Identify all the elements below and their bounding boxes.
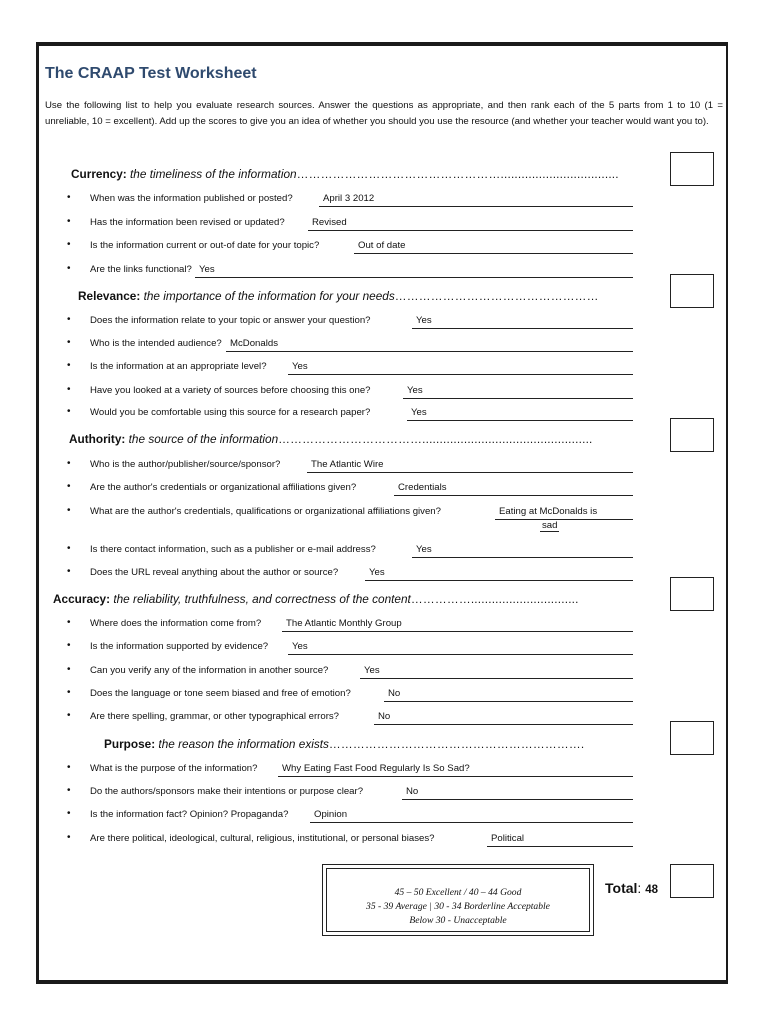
answer-text[interactable]: Why Eating Fast Food Regularly Is So Sad? bbox=[282, 763, 470, 774]
answer-text[interactable]: Yes bbox=[292, 361, 308, 372]
section-leader-dots: …………………………………………… bbox=[394, 289, 599, 303]
bullet-icon: • bbox=[67, 710, 71, 721]
question-text: Are there spelling, grammar, or other typographical errors? bbox=[90, 711, 340, 722]
answer-text[interactable]: Out of date bbox=[358, 240, 406, 251]
question-row bbox=[67, 505, 633, 531]
answer-text[interactable]: McDonalds bbox=[230, 338, 278, 349]
question-row bbox=[67, 338, 633, 354]
answer-underline bbox=[226, 351, 633, 352]
question-row bbox=[67, 641, 633, 657]
question-row bbox=[67, 482, 633, 498]
answer-underline bbox=[487, 846, 633, 847]
question-text: Is there contact information, such as a publisher or e-mail address? bbox=[90, 544, 376, 555]
section-description: the source of the information bbox=[128, 432, 279, 446]
answer-underline bbox=[308, 230, 633, 231]
question-text: Where does the information come from? bbox=[90, 618, 262, 629]
section-leader-dots: ………………………………................................................. bbox=[278, 432, 593, 446]
answer-text[interactable]: No bbox=[406, 786, 419, 797]
score-scale-box bbox=[322, 864, 594, 936]
bullet-icon: • bbox=[67, 216, 71, 227]
bullet-icon: • bbox=[67, 263, 71, 274]
answer-text[interactable]: Yes bbox=[364, 665, 380, 676]
section-leader-dots: …………………………………………….................................. bbox=[296, 167, 619, 181]
answer-underline bbox=[384, 701, 633, 702]
bullet-icon: • bbox=[67, 458, 71, 469]
bullet-icon: • bbox=[67, 566, 71, 577]
answer-underline bbox=[403, 398, 633, 399]
answer-underline bbox=[365, 580, 633, 581]
scale-line-1: 45 – 50 Excellent / 40 – 44 Good bbox=[394, 887, 522, 898]
question-text: Do the authors/sponsors make their intentions or purpose clear? bbox=[90, 786, 364, 797]
question-row bbox=[67, 711, 633, 727]
bullet-icon: • bbox=[67, 239, 71, 250]
bullet-icon: • bbox=[67, 505, 71, 516]
section-heading-1 bbox=[78, 289, 668, 303]
section-score-box[interactable] bbox=[670, 418, 714, 452]
question-row bbox=[67, 567, 633, 583]
answer-text[interactable]: No bbox=[378, 711, 391, 722]
section-heading-4 bbox=[104, 737, 694, 751]
answer-underline bbox=[495, 519, 633, 520]
total-value: 48 bbox=[645, 884, 658, 896]
question-text: Are there political, ideological, cultural, religious, institutional, or personal biases? bbox=[90, 833, 435, 844]
answer-underline bbox=[412, 557, 633, 558]
answer-underline bbox=[195, 277, 633, 278]
bullet-icon: • bbox=[67, 360, 71, 371]
answer-text[interactable]: Eating at McDonalds is bbox=[499, 506, 598, 517]
section-label: Relevance: bbox=[78, 289, 141, 303]
section-description: the reliability, truthfulness, and correctness of the content bbox=[113, 592, 411, 606]
answer-text[interactable]: Opinion bbox=[314, 809, 348, 820]
answer-text[interactable]: Yes bbox=[416, 544, 432, 555]
answer-text[interactable]: Credentials bbox=[398, 482, 447, 493]
answer-underline bbox=[354, 253, 633, 254]
bullet-icon: • bbox=[67, 832, 71, 843]
section-heading-2 bbox=[69, 432, 659, 446]
total-label-text: Total bbox=[605, 880, 638, 896]
bullet-icon: • bbox=[67, 192, 71, 203]
bullet-icon: • bbox=[67, 664, 71, 675]
section-label: Authority: bbox=[69, 432, 126, 446]
section-label: Currency: bbox=[71, 167, 127, 181]
total-score-box[interactable] bbox=[670, 864, 714, 898]
question-text: Who is the author/publisher/source/sponsor? bbox=[90, 459, 281, 470]
question-row bbox=[67, 459, 633, 475]
question-row bbox=[67, 544, 633, 560]
question-text: Would you be comfortable using this source for a research paper? bbox=[90, 407, 371, 418]
answer-underline bbox=[402, 799, 633, 800]
question-text: What is the purpose of the information? bbox=[90, 763, 258, 774]
answer-underline bbox=[394, 495, 633, 496]
question-text: Who is the intended audience? bbox=[90, 338, 222, 349]
section-description: the importance of the information for your needs bbox=[143, 289, 395, 303]
scale-line-3: Below 30 - Unacceptable bbox=[409, 915, 507, 926]
answer-text[interactable]: Political bbox=[491, 833, 525, 844]
answer-underline bbox=[310, 822, 633, 823]
section-score-box[interactable] bbox=[670, 152, 714, 186]
answer-underline bbox=[360, 678, 633, 679]
answer-text[interactable]: Yes bbox=[416, 315, 432, 326]
question-row bbox=[67, 240, 633, 256]
bullet-icon: • bbox=[67, 785, 71, 796]
question-text: Is the information at an appropriate level? bbox=[90, 361, 267, 372]
bullet-icon: • bbox=[67, 617, 71, 628]
question-row bbox=[67, 786, 633, 802]
question-row bbox=[67, 809, 633, 825]
bullet-icon: • bbox=[67, 640, 71, 651]
answer-underline bbox=[278, 776, 633, 777]
question-text: Are the author's credentials or organizational affiliations given? bbox=[90, 482, 357, 493]
answer-underline bbox=[307, 472, 633, 473]
bullet-icon: • bbox=[67, 808, 71, 819]
question-text: Can you verify any of the information in another source? bbox=[90, 665, 329, 676]
question-text: Does the URL reveal anything about the author or source? bbox=[90, 567, 339, 578]
question-row bbox=[67, 763, 633, 779]
answer-underline bbox=[407, 420, 633, 421]
total-colon: : bbox=[637, 880, 642, 896]
section-description: the timeliness of the information bbox=[130, 167, 297, 181]
section-score-box[interactable] bbox=[670, 274, 714, 308]
answer-text[interactable]: Yes bbox=[369, 567, 385, 578]
section-leader-dots: ………………………………………………………. bbox=[328, 737, 585, 751]
section-heading-3 bbox=[53, 592, 643, 606]
answer-text[interactable]: No bbox=[388, 688, 401, 699]
section-label: Purpose: bbox=[104, 737, 156, 751]
answer-text[interactable]: April 3 2012 bbox=[323, 193, 375, 204]
bullet-icon: • bbox=[67, 543, 71, 554]
question-text: Are the links functional? bbox=[90, 264, 192, 275]
section-heading-0 bbox=[71, 167, 661, 181]
bullet-icon: • bbox=[67, 314, 71, 325]
question-row bbox=[67, 193, 633, 209]
question-text: Have you looked at a variety of sources before choosing this one? bbox=[90, 385, 371, 396]
bullet-icon: • bbox=[67, 687, 71, 698]
answer-underline bbox=[412, 328, 633, 329]
question-text: What are the author's credentials, qualifications or organizational affiliations given? bbox=[90, 506, 441, 517]
section-description: the reason the information exists bbox=[158, 737, 329, 751]
question-row bbox=[67, 264, 633, 280]
question-row bbox=[67, 688, 633, 704]
question-text: Is the information supported by evidence? bbox=[90, 641, 269, 652]
answer-text[interactable]: Yes bbox=[411, 407, 427, 418]
answer-continuation: sad bbox=[542, 520, 558, 531]
total-label bbox=[605, 880, 658, 896]
scale-line-2: 35 - 39 Average | 30 - 34 Borderline Acceptable bbox=[366, 901, 550, 912]
bullet-icon: • bbox=[67, 406, 71, 417]
bullet-icon: • bbox=[67, 481, 71, 492]
section-label: Accuracy: bbox=[53, 592, 111, 606]
question-text: Does the language or tone seem biased and free of emotion? bbox=[90, 688, 351, 699]
bullet-icon: • bbox=[67, 384, 71, 395]
instructions-paragraph: Use the following list to help you evaluate research sources. Answer the questions as appropriate, and then rank each of the 5 parts from 1 to 10 (1 = unreliable, 10 = excellent). Add up the scores to give you an idea of whether you should you use the resource (and whether your teacher would want you to). bbox=[45, 100, 723, 127]
section-score-box[interactable] bbox=[670, 577, 714, 611]
answer-text[interactable]: Revised bbox=[312, 217, 347, 228]
worksheet-title: The CRAAP Test Worksheet bbox=[45, 65, 257, 82]
answer-text[interactable]: The Atlantic Wire bbox=[311, 459, 384, 470]
answer-text[interactable]: Yes bbox=[199, 264, 215, 275]
question-row bbox=[67, 385, 633, 401]
question-row bbox=[67, 833, 633, 849]
answer-underline bbox=[288, 654, 633, 655]
question-row bbox=[67, 361, 633, 377]
answer-underline bbox=[374, 724, 633, 725]
question-row bbox=[67, 315, 633, 331]
question-row bbox=[67, 407, 633, 423]
bullet-icon: • bbox=[67, 762, 71, 773]
answer-text[interactable]: The Atlantic Monthly Group bbox=[286, 618, 402, 629]
answer-underline bbox=[319, 206, 633, 207]
bullet-icon: • bbox=[67, 337, 71, 348]
answer-underline bbox=[282, 631, 633, 632]
answer-text[interactable]: Yes bbox=[407, 385, 423, 396]
question-row bbox=[67, 618, 633, 634]
answer-text[interactable]: Yes bbox=[292, 641, 308, 652]
question-text: Is the information fact? Opinion? Propaganda? bbox=[90, 809, 289, 820]
question-text: When was the information published or posted? bbox=[90, 193, 293, 204]
section-score-box[interactable] bbox=[670, 721, 714, 755]
question-text: Is the information current or out-of date for your topic? bbox=[90, 240, 320, 251]
question-text: Has the information been revised or updated? bbox=[90, 217, 285, 228]
question-row bbox=[67, 217, 633, 233]
question-row bbox=[67, 665, 633, 681]
question-text: Does the information relate to your topic or answer your question? bbox=[90, 315, 371, 326]
answer-underline bbox=[288, 374, 633, 375]
section-leader-dots: ……………............................... bbox=[410, 592, 579, 606]
